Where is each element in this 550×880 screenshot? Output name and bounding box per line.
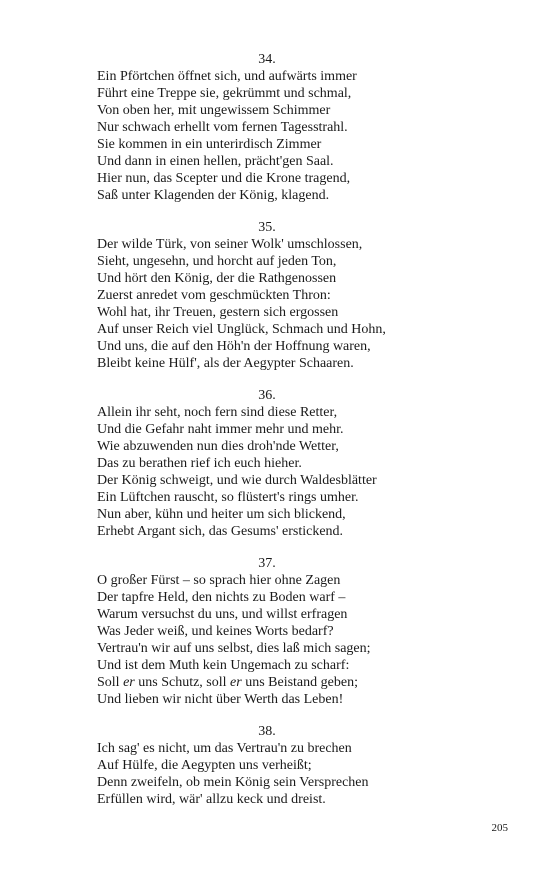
stanza-38 <box>97 723 437 808</box>
verse-line: Der wilde Türk, von seiner Wolk' umschlossen, <box>97 237 363 252</box>
stanza-number: 36. <box>258 388 276 403</box>
stanza-number: 37. <box>258 556 276 571</box>
verse-line: Der König schweigt, und wie durch Waldesblätter <box>97 473 377 488</box>
verse-line: Sieht, ungesehn, und horcht auf jeden Ton, <box>97 254 337 269</box>
verse-line: Führt eine Treppe sie, gekrümmt und schmal, <box>97 86 352 101</box>
stanza-number: 35. <box>258 220 276 235</box>
verse-line: Nun aber, kühn und heiter um sich blickend, <box>97 507 346 522</box>
stanza-35 <box>97 219 437 372</box>
stanza-36 <box>97 387 437 540</box>
verse-line: Zuerst anredet vom geschmückten Thron: <box>97 288 331 303</box>
verse-line: Auf Hülfe, die Aegypten uns verheißt; <box>97 758 312 773</box>
verse-line: Auf unser Reich viel Unglück, Schmach und Hohn, <box>97 322 386 337</box>
verse-line: Erhebt Argant sich, das Gesums' erstickend. <box>97 524 344 539</box>
page-number: 205 <box>491 822 508 834</box>
verse-line: Sie kommen in ein unterirdisch Zimmer <box>97 137 322 152</box>
stanza-number: 34. <box>258 52 276 67</box>
stanza-number: 38. <box>258 724 276 739</box>
verse-line: Bleibt keine Hülf', als der Aegypter Schaaren. <box>97 356 354 371</box>
verse-line: Hier nun, das Scepter und die Krone tragend, <box>97 171 351 186</box>
verse-line: Und ist dem Muth kein Ungemach zu scharf: <box>97 658 350 673</box>
verse-line: Und uns, die auf den Höh'n der Hoffnung waren, <box>97 339 371 354</box>
verse-line: Ich sag' es nicht, um das Vertrau'n zu brechen <box>97 741 352 756</box>
poem-page <box>97 51 437 823</box>
verse-line: Warum versuchst du uns, und willst erfragen <box>97 607 348 622</box>
verse-line: Wohl hat, ihr Treuen, gestern sich ergossen <box>97 305 339 320</box>
verse-line: Und hört den König, der die Rathgenossen <box>97 271 337 286</box>
verse-line: Saß unter Klagenden der König, klagend. <box>97 188 330 203</box>
stanza-37 <box>97 555 437 708</box>
verse-line: Nur schwach erhellt vom fernen Tagesstrahl. <box>97 120 348 135</box>
verse-line-emphasis: Soll er uns Schutz, soll er uns Beistand geben; <box>97 675 358 690</box>
verse-line: Vertrau'n wir auf uns selbst, dies laß mich sagen; <box>97 641 371 656</box>
verse-line: Allein ihr seht, noch fern sind diese Retter, <box>97 405 338 420</box>
verse-line: Wie abzuwenden nun dies droh'nde Wetter, <box>97 439 339 454</box>
verse-line: Das zu berathen rief ich euch hieher. <box>97 456 302 471</box>
verse-line: Ein Pförtchen öffnet sich, und aufwärts immer <box>97 69 357 84</box>
verse-line: Erfüllen wird, wär' allzu keck und dreist. <box>97 792 326 807</box>
verse-line: Was Jeder weiß, und keines Worts bedarf? <box>97 624 334 639</box>
stanza-34 <box>97 51 437 204</box>
verse-line: Und lieben wir nicht über Werth das Leben! <box>97 692 344 707</box>
verse-line: Ein Lüftchen rauscht, so flüstert's rings umher. <box>97 490 359 505</box>
verse-line: Und dann in einen hellen, prächt'gen Saal. <box>97 154 334 169</box>
verse-line: Der tapfre Held, den nichts zu Boden warf – <box>97 590 346 605</box>
verse-line: Von oben her, mit ungewissem Schimmer <box>97 103 331 118</box>
verse-line: O großer Fürst – so sprach hier ohne Zagen <box>97 573 341 588</box>
verse-line: Denn zweifeln, ob mein König sein Versprechen <box>97 775 369 790</box>
verse-line: Und die Gefahr naht immer mehr und mehr. <box>97 422 344 437</box>
